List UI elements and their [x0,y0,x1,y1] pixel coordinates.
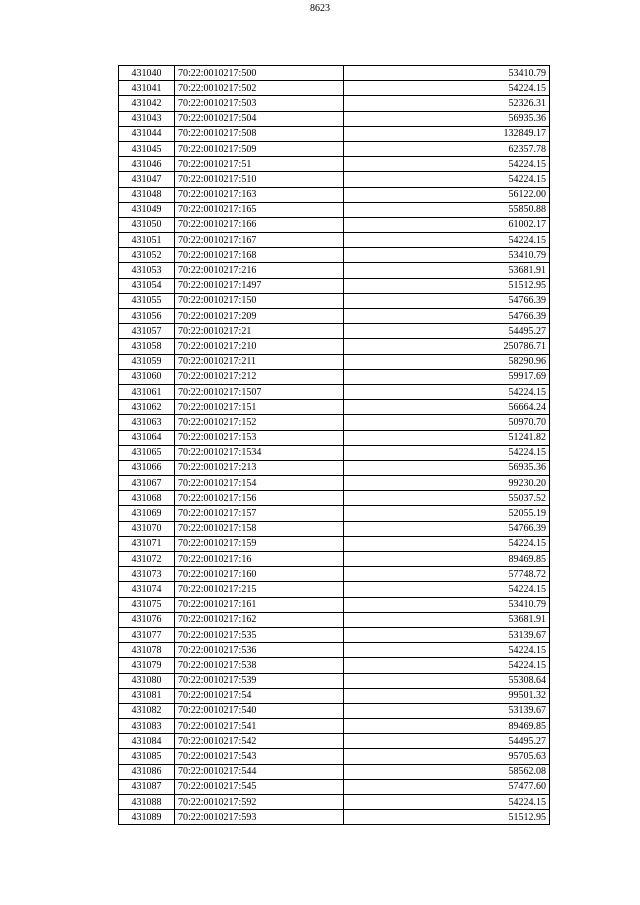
value-cell: 62357.78 [344,141,550,156]
row-number-cell: 431062 [119,400,175,415]
table-row [119,324,550,339]
value-cell: 57477.60 [344,779,550,794]
table-row [119,172,550,187]
row-number-cell: 431044 [119,126,175,141]
value-cell: 55850.88 [344,202,550,217]
row-number-cell: 431067 [119,476,175,491]
cadastral-number-cell: 70:22:0010217:1507 [175,384,344,399]
row-number-cell: 431041 [119,81,175,96]
row-number-cell: 431075 [119,597,175,612]
value-cell: 53410.79 [344,66,550,81]
table-row [119,703,550,718]
cadastral-number-cell: 70:22:0010217:152 [175,415,344,430]
row-number-cell: 431074 [119,582,175,597]
table-body [119,66,550,825]
row-number-cell: 431051 [119,233,175,248]
cadastral-number-cell: 70:22:0010217:593 [175,810,344,825]
value-cell: 50970.70 [344,415,550,430]
value-cell: 52055.19 [344,506,550,521]
table-row [119,460,550,475]
data-table [118,65,550,825]
cadastral-number-cell: 70:22:0010217:541 [175,719,344,734]
value-cell: 53410.79 [344,597,550,612]
table-row [119,673,550,688]
cadastral-number-cell: 70:22:0010217:216 [175,263,344,278]
cadastral-number-cell: 70:22:0010217:160 [175,567,344,582]
cadastral-number-cell: 70:22:0010217:503 [175,96,344,111]
cadastral-number-cell: 70:22:0010217:157 [175,506,344,521]
row-number-cell: 431048 [119,187,175,202]
row-number-cell: 431040 [119,66,175,81]
row-number-cell: 431052 [119,248,175,263]
cadastral-number-cell: 70:22:0010217:163 [175,187,344,202]
value-cell: 55308.64 [344,673,550,688]
cadastral-number-cell: 70:22:0010217:500 [175,66,344,81]
value-cell: 57748.72 [344,567,550,582]
value-cell: 52326.31 [344,96,550,111]
table-row [119,536,550,551]
cadastral-number-cell: 70:22:0010217:509 [175,141,344,156]
cadastral-number-cell: 70:22:0010217:156 [175,491,344,506]
row-number-cell: 431068 [119,491,175,506]
cadastral-number-cell: 70:22:0010217:166 [175,217,344,232]
cadastral-number-cell: 70:22:0010217:508 [175,126,344,141]
table-row [119,248,550,263]
value-cell: 54766.39 [344,293,550,308]
value-cell: 54224.15 [344,172,550,187]
cadastral-number-cell: 70:22:0010217:538 [175,658,344,673]
cadastral-number-cell: 70:22:0010217:151 [175,400,344,415]
value-cell: 53139.67 [344,703,550,718]
value-cell: 53410.79 [344,248,550,263]
table-row [119,719,550,734]
value-cell: 56935.36 [344,460,550,475]
row-number-cell: 431073 [119,567,175,582]
table-row [119,81,550,96]
table-row [119,141,550,156]
cadastral-number-cell: 70:22:0010217:209 [175,309,344,324]
table-row [119,779,550,794]
cadastral-number-cell: 70:22:0010217:502 [175,81,344,96]
row-number-cell: 431087 [119,779,175,794]
row-number-cell: 431066 [119,460,175,475]
cadastral-number-cell: 70:22:0010217:535 [175,627,344,642]
value-cell: 56122.00 [344,187,550,202]
row-number-cell: 431080 [119,673,175,688]
value-cell: 99501.32 [344,688,550,703]
row-number-cell: 431085 [119,749,175,764]
value-cell: 132849.17 [344,126,550,141]
table-row [119,111,550,126]
row-number-cell: 431053 [119,263,175,278]
value-cell: 56664.24 [344,400,550,415]
table-row [119,658,550,673]
row-number-cell: 431072 [119,552,175,567]
cadastral-number-cell: 70:22:0010217:51 [175,157,344,172]
table-row [119,263,550,278]
table-row [119,278,550,293]
value-cell: 61002.17 [344,217,550,232]
table-row [119,384,550,399]
value-cell: 55037.52 [344,491,550,506]
row-number-cell: 431042 [119,96,175,111]
row-number-cell: 431079 [119,658,175,673]
value-cell: 99230.20 [344,476,550,491]
value-cell: 53681.91 [344,612,550,627]
row-number-cell: 431088 [119,795,175,810]
cadastral-number-cell: 70:22:0010217:16 [175,552,344,567]
row-number-cell: 431045 [119,141,175,156]
value-cell: 54224.15 [344,445,550,460]
table-row [119,810,550,825]
value-cell: 95705.63 [344,749,550,764]
value-cell: 54766.39 [344,309,550,324]
table-row [119,126,550,141]
row-number-cell: 431065 [119,445,175,460]
value-cell: 54224.15 [344,795,550,810]
cadastral-number-cell: 70:22:0010217:158 [175,521,344,536]
value-cell: 54224.15 [344,233,550,248]
cadastral-number-cell: 70:22:0010217:150 [175,293,344,308]
cadastral-number-cell: 70:22:0010217:544 [175,764,344,779]
cadastral-number-cell: 70:22:0010217:168 [175,248,344,263]
value-cell: 54224.15 [344,536,550,551]
cadastral-number-cell: 70:22:0010217:211 [175,354,344,369]
table-row [119,764,550,779]
value-cell: 54224.15 [344,157,550,172]
cadastral-number-cell: 70:22:0010217:543 [175,749,344,764]
cadastral-number-cell: 70:22:0010217:21 [175,324,344,339]
value-cell: 58290.96 [344,354,550,369]
row-number-cell: 431050 [119,217,175,232]
row-number-cell: 431077 [119,627,175,642]
cadastral-number-cell: 70:22:0010217:154 [175,476,344,491]
row-number-cell: 431047 [119,172,175,187]
cadastral-number-cell: 70:22:0010217:212 [175,369,344,384]
table-row [119,627,550,642]
cadastral-number-cell: 70:22:0010217:545 [175,779,344,794]
table-row [119,612,550,627]
table-row [119,552,550,567]
value-cell: 58562.08 [344,764,550,779]
row-number-cell: 431084 [119,734,175,749]
table-row [119,339,550,354]
table-row [119,476,550,491]
row-number-cell: 431069 [119,506,175,521]
value-cell: 53139.67 [344,627,550,642]
table-row [119,400,550,415]
row-number-cell: 431046 [119,157,175,172]
cadastral-number-cell: 70:22:0010217:504 [175,111,344,126]
cadastral-number-cell: 70:22:0010217:539 [175,673,344,688]
row-number-cell: 431059 [119,354,175,369]
value-cell: 54224.15 [344,643,550,658]
cadastral-number-cell: 70:22:0010217:162 [175,612,344,627]
row-number-cell: 431086 [119,764,175,779]
value-cell: 59917.69 [344,369,550,384]
cadastral-number-cell: 70:22:0010217:536 [175,643,344,658]
value-cell: 53681.91 [344,263,550,278]
table-row [119,734,550,749]
row-number-cell: 431082 [119,703,175,718]
row-number-cell: 431083 [119,719,175,734]
value-cell: 51512.95 [344,278,550,293]
cadastral-number-cell: 70:22:0010217:1497 [175,278,344,293]
cadastral-number-cell: 70:22:0010217:592 [175,795,344,810]
value-cell: 54224.15 [344,81,550,96]
cadastral-number-cell: 70:22:0010217:210 [175,339,344,354]
value-cell: 54495.27 [344,324,550,339]
table-row [119,233,550,248]
row-number-cell: 431054 [119,278,175,293]
table-row [119,445,550,460]
cadastral-number-cell: 70:22:0010217:153 [175,430,344,445]
cadastral-number-cell: 70:22:0010217:542 [175,734,344,749]
row-number-cell: 431061 [119,384,175,399]
cadastral-number-cell: 70:22:0010217:159 [175,536,344,551]
cadastral-number-cell: 70:22:0010217:215 [175,582,344,597]
cadastral-number-cell: 70:22:0010217:510 [175,172,344,187]
table-row [119,643,550,658]
row-number-cell: 431070 [119,521,175,536]
table-row [119,567,550,582]
cadastral-number-cell: 70:22:0010217:167 [175,233,344,248]
value-cell: 54224.15 [344,384,550,399]
cadastral-number-cell: 70:22:0010217:54 [175,688,344,703]
row-number-cell: 431055 [119,293,175,308]
row-number-cell: 431078 [119,643,175,658]
table-row [119,582,550,597]
table-row [119,354,550,369]
table-row [119,309,550,324]
page-number: 8623 [310,3,330,14]
value-cell: 51241.82 [344,430,550,445]
cadastral-number-cell: 70:22:0010217:161 [175,597,344,612]
row-number-cell: 431060 [119,369,175,384]
value-cell: 54766.39 [344,521,550,536]
table-row [119,369,550,384]
value-cell: 89469.85 [344,719,550,734]
row-number-cell: 431071 [119,536,175,551]
row-number-cell: 431064 [119,430,175,445]
value-cell: 54495.27 [344,734,550,749]
table-row [119,688,550,703]
table-row [119,66,550,81]
table-row [119,521,550,536]
table-row [119,597,550,612]
value-cell: 54224.15 [344,658,550,673]
value-cell: 51512.95 [344,810,550,825]
table-row [119,187,550,202]
table-row [119,415,550,430]
value-cell: 56935.36 [344,111,550,126]
row-number-cell: 431081 [119,688,175,703]
table-row [119,795,550,810]
table-row [119,157,550,172]
value-cell: 250786.71 [344,339,550,354]
table-row [119,293,550,308]
table-row [119,430,550,445]
row-number-cell: 431056 [119,309,175,324]
table-row [119,749,550,764]
row-number-cell: 431089 [119,810,175,825]
table-row [119,217,550,232]
value-cell: 89469.85 [344,552,550,567]
cadastral-number-cell: 70:22:0010217:1534 [175,445,344,460]
row-number-cell: 431049 [119,202,175,217]
row-number-cell: 431057 [119,324,175,339]
table-row [119,96,550,111]
row-number-cell: 431063 [119,415,175,430]
value-cell: 54224.15 [344,582,550,597]
row-number-cell: 431043 [119,111,175,126]
cadastral-number-cell: 70:22:0010217:213 [175,460,344,475]
cadastral-number-cell: 70:22:0010217:165 [175,202,344,217]
table-row [119,506,550,521]
cadastral-number-cell: 70:22:0010217:540 [175,703,344,718]
row-number-cell: 431058 [119,339,175,354]
table-row [119,491,550,506]
row-number-cell: 431076 [119,612,175,627]
table-row [119,202,550,217]
